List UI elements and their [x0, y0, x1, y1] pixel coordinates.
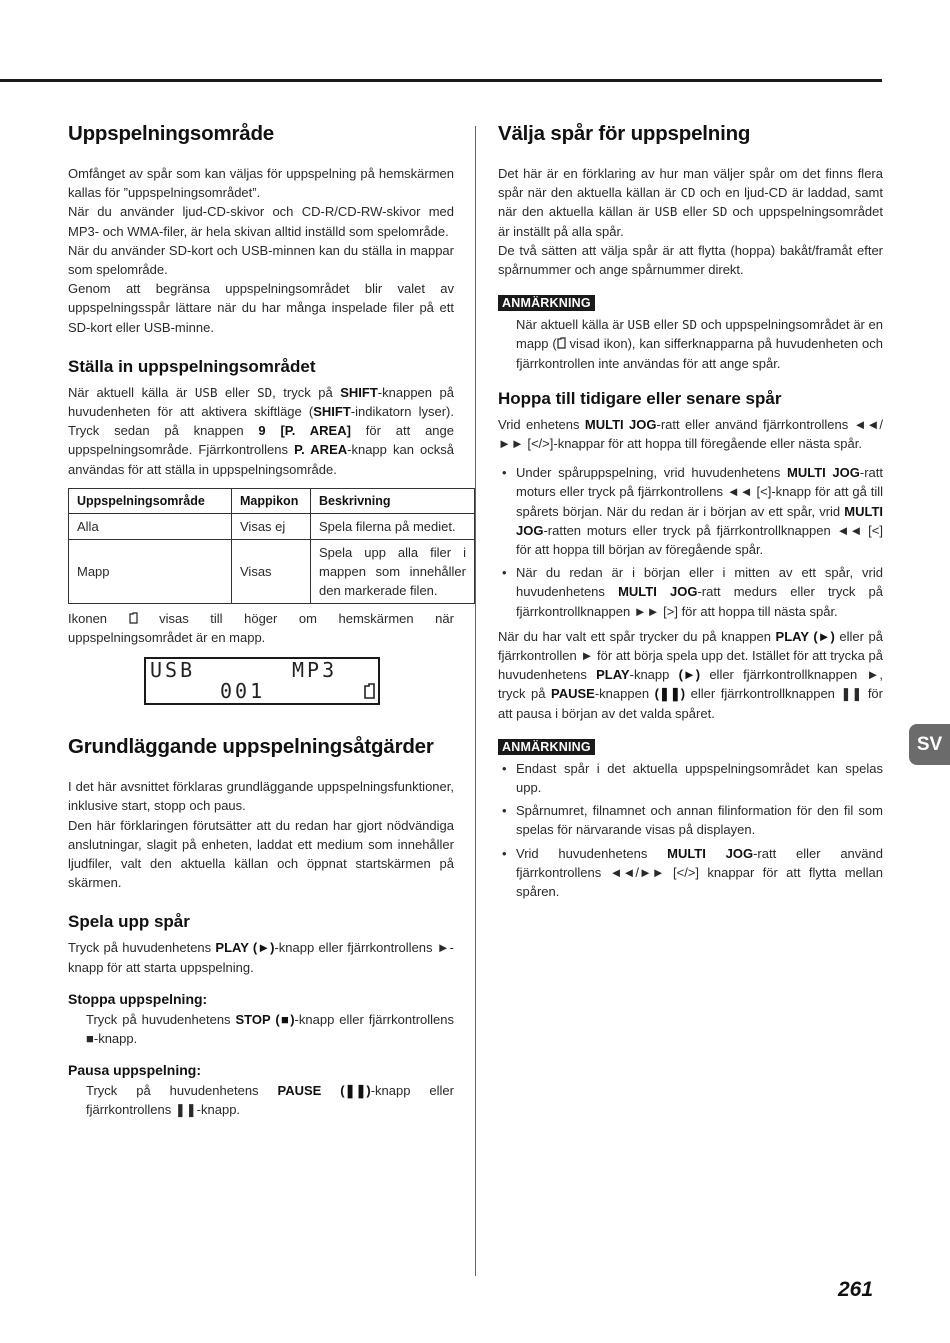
list-item: • Under spåruppspelning, vrid huvudenhetens MULTI JOG-ratt moturs eller tryck på fjärrkontrollens ◄◄ [<]-knapp för att gå till spårets början. När du redan är i början av ett spår, vrid MULTI JOG-ratten moturs eller tryck på fjärrkontrollknappen ◄◄ [<] för att hoppa till början av föregående spår. [498, 463, 883, 559]
table-row [69, 513, 475, 539]
pause-icon: ❚❚ [174, 1102, 197, 1118]
range-paragraph-4: Genom att begränsa uppspelningsområdet blir valet av uppspelningsspår lättare när du har många inspelade filer på ett SD-kort eller USB-minne. [68, 281, 454, 335]
table-cell: Alla [69, 513, 232, 539]
column-divider [475, 126, 476, 1276]
range-paragraph-3: När du använder SD-kort och USB-minnen kan du ställa in mappar som spelområde. [68, 242, 454, 278]
range-paragraph-1: Omfånget av spår som kan väljas för uppspelning på hemskärmen kallas för ”uppspelningsområdet”. [68, 166, 454, 201]
lcd-display [144, 657, 380, 705]
folder-icon [364, 683, 375, 699]
top-rule [0, 79, 882, 82]
heading-stop: Stoppa uppspelning: [68, 990, 208, 1007]
after-select-paragraph: När du har valt ett spår trycker du på knappen PLAY (►) eller på fjärrkontrollen ► för att börja spela upp det. Istället för att trycka på huvudenhetens PLAY-knapp (►) eller fjärrkontrollknappen ►, tryck på PAUSE-knappen (❚❚) eller fjärrkontrollknappen ❚❚ för att pausa i början av det valda spåret. [498, 628, 883, 721]
skip-back-icon: ◄◄ [836, 522, 863, 538]
language-tab: SV [909, 724, 950, 765]
play-icon: ► [866, 667, 880, 683]
left-column [68, 122, 466, 1120]
range-table [68, 488, 475, 604]
skip-forward-icon: ►► [633, 603, 660, 619]
table-header-row [69, 488, 475, 513]
play-icon: ► [436, 940, 450, 956]
pause-icon: ❚❚ [840, 686, 863, 702]
page-number: 261 [838, 1278, 874, 1301]
note-block-2 [498, 738, 883, 901]
heading-playback-range: Uppspelningsområde [68, 122, 274, 145]
heading-set-range: Ställa in uppspelningsområdet [68, 356, 316, 376]
skip-icon: ◄◄/►► [609, 864, 665, 880]
note-block-1 [498, 294, 883, 373]
play-icon: (►) [678, 667, 701, 683]
table-cell: Spela upp alla filer i mappen som innehåller den markerade filen. [311, 539, 475, 603]
set-range-paragraph: När aktuell källa är USB eller SD, tryck på SHIFT-knappen på huvudenheten för att aktivera skiftläge (SHIFT-indikatorn lyser). Tryck sedan på knappen 9 [P. AREA] för att ange uppspelningsområde. Fjärrkontrollens P. AREA-knapp kan också användas för att ställa in uppspelningsområde. [68, 384, 454, 477]
heading-basic-playback: Grundläggande uppspelningsåtgärder [68, 735, 434, 759]
note-2-list [498, 759, 883, 901]
lcd-format: MP3 [292, 658, 338, 683]
heading-pause: Pausa uppspelning: [68, 1062, 202, 1079]
list-item: • När du redan är i början eller i mitten av ett spår, vrid huvudenhetens MULTI JOG-ratt medurs eller tryck på fjärrkontrollknappen ►► [>] för att hoppa till nästa spår. [498, 563, 883, 621]
range-paragraph-2: När du använder ljud-CD-skivor och CD-R/CD-RW-skivor med MP3- och WMA-filer, är hela skivan alltid inställd som spelområde. [68, 204, 454, 239]
skip-icon: ◄◄/►► [498, 416, 883, 452]
basic-paragraph-2: Den här förklaringen förutsätter att du redan har gjort nödvändiga anslutningar, slagit på enheten, laddat ett medium som innehåller ljudfiler, valt den aktuella källan och öppnat startskärmen på skärmen. [68, 817, 454, 891]
folder-icon-note: Ikonen visas till höger om hemskärmen när uppspelningsområdet är en mapp. [68, 610, 454, 646]
basic-paragraph-1: I det här avsnittet förklaras grundläggande uppspelningsfunktioner, inklusive start, stopp och paus. [68, 779, 454, 814]
stop-icon: ■ [86, 1031, 94, 1047]
table-header: Beskrivning [311, 488, 475, 513]
table-cell: Visas [232, 539, 311, 603]
list-item: • Spårnumret, filnamnet och annan filinformation för den fil som spelas för närvarande visas på displayen. [498, 801, 883, 839]
lcd-track: 001 [220, 679, 266, 704]
lcd-source: USB [150, 658, 196, 683]
heading-play-tracks: Spela upp spår [68, 912, 190, 932]
table-header: Mappikon [232, 488, 311, 513]
select-paragraph-2: De två sätten att välja spår är att flytta (hoppa) bakåt/framåt efter spårnummer och ange spårnummer direkt. [498, 242, 883, 278]
skip-bullet-list [498, 463, 883, 621]
table-cell: Spela filerna på mediet. [311, 513, 475, 539]
note-label: ANMÄRKNING [498, 739, 595, 755]
heading-skip: Hoppa till tidigare eller senare spår [498, 388, 782, 408]
note-label: ANMÄRKNING [498, 295, 595, 311]
skip-paragraph: Vrid enhetens MULTI JOG-ratt eller använd fjärrkontrollens ◄◄/►► [</>]-knappar för att hoppa till föregående eller nästa spår. [498, 416, 883, 452]
table-header: Uppspelningsområde [69, 488, 232, 513]
stop-paragraph: Tryck på huvudenhetens STOP (■)-knapp eller fjärrkontrollens ■-knapp. [86, 1011, 455, 1047]
right-column [498, 122, 883, 905]
skip-back-icon: ◄◄ [726, 484, 753, 500]
note-1-text: När aktuell källa är USB eller SD och uppspelningsområdet är en mapp ( visad ikon), kan sifferknapparna på huvudenheten och fjärrkontrollen inte användas för att ange spår. [516, 317, 883, 371]
list-item: • Endast spår i det aktuella uppspelningsområdet kan spelas upp. [498, 759, 883, 797]
list-item: • Vrid huvudenhetens MULTI JOG-ratt eller använd fjärrkontrollens ◄◄/►► [</>] knappar för att flytta mellan spåren. [498, 844, 883, 902]
pause-icon: (❚❚) [654, 686, 686, 702]
select-paragraph-1: Det här är en förklaring av hur man väljer spår om det finns flera spår när den aktuella källan är CD och en ljud-CD är laddad, samt när den aktuella källan är USB eller SD och uppspelningsområdet är inställt på alla spår. [498, 166, 884, 239]
play-icon: ► [580, 648, 594, 664]
table-row [69, 539, 475, 603]
play-paragraph: Tryck på huvudenhetens PLAY (►)-knapp eller fjärrkontrollens ►-knapp för att starta uppspelning. [68, 940, 454, 975]
heading-select-tracks: Välja spår för uppspelning [498, 122, 751, 145]
table-cell: Mapp [69, 539, 232, 603]
folder-icon [129, 612, 138, 624]
table-cell: Visas ej [232, 513, 311, 539]
folder-icon [557, 337, 566, 349]
pause-paragraph: Tryck på huvudenhetens PAUSE (❚❚)-knapp eller fjärrkontrollens ❚❚-knapp. [86, 1083, 454, 1118]
